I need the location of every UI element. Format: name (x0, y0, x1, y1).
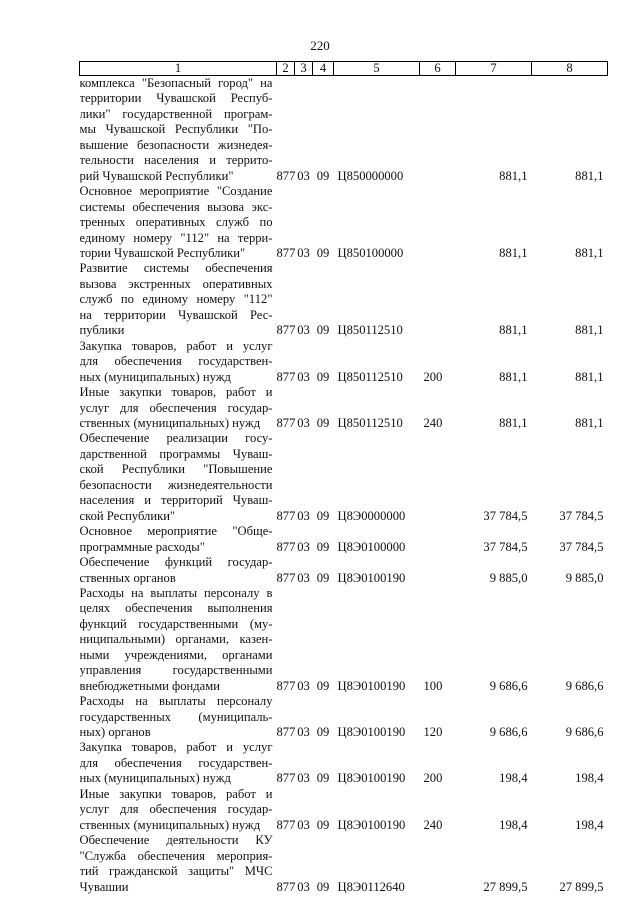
description-line: тий гражданской защиты" МЧС (79, 864, 273, 879)
description-line: Развитие системы обеспечения (79, 261, 273, 276)
ministry-code: 877 (276, 678, 296, 693)
description-line: управления государственными (79, 663, 273, 678)
expense-type-code (420, 184, 456, 261)
table-row (80, 339, 608, 385)
expense-type-code (420, 555, 456, 586)
description-line: Иные закупки товаров, работ и (79, 786, 273, 801)
description-line: ственных (муниципальных) нужд (79, 415, 261, 430)
table-row (80, 833, 608, 895)
subsection-code: 09 (316, 168, 330, 183)
amount-year-2: 9 686,6 (565, 725, 604, 740)
section-code: 03 (297, 879, 310, 894)
description-line: безопасности жизнедеятельности (79, 477, 273, 492)
description-line: Закупка товаров, работ и услуг (79, 740, 273, 755)
description-line: ными учреждениями, органами (79, 647, 273, 662)
description-line: для обеспечения государствен- (79, 354, 273, 369)
amount-year-1: 198,4 (499, 817, 528, 832)
description-line: служб по единому номеру "112" (79, 292, 273, 307)
amount-year-1: 9 885,0 (489, 570, 528, 585)
target-article-code: Ц850112510 (337, 369, 403, 384)
target-article-code: Ц8Э0100190 (337, 817, 406, 832)
description-line: Расходы на выплаты персоналу в (79, 585, 273, 600)
budget-table (79, 61, 608, 895)
row-description (80, 184, 277, 261)
expense-type-code (420, 261, 456, 338)
expense-type-code: 200 (423, 771, 443, 786)
amount-year-2: 881,1 (575, 415, 604, 430)
row-description (80, 431, 277, 524)
table-row (80, 431, 608, 524)
description-line: на территории Чувашской Рес- (79, 307, 273, 322)
column-header: 5 (334, 62, 420, 76)
target-article-code: Ц8Э0100190 (337, 725, 406, 740)
amount-year-1: 9 686,6 (489, 678, 528, 693)
description-line: Чувашии (79, 879, 129, 894)
expense-type-code: 100 (423, 678, 443, 693)
amount-year-2: 881,1 (575, 369, 604, 384)
amount-year-1: 37 784,5 (483, 539, 528, 554)
description-line: ных (муниципальных) нужд (79, 369, 231, 384)
subsection-code: 09 (316, 369, 330, 384)
amount-year-1: 881,1 (499, 415, 528, 430)
subsection-code: 09 (316, 415, 330, 430)
subsection-code: 09 (316, 245, 330, 260)
ministry-code: 877 (276, 415, 296, 430)
description-line: тельности населения и террито- (79, 153, 273, 168)
description-line: Основное мероприятие "Обще- (79, 524, 273, 539)
expense-type-code (420, 833, 456, 895)
target-article-code: Ц850112510 (337, 415, 403, 430)
row-description (80, 555, 277, 586)
ministry-code: 877 (276, 771, 296, 786)
amount-year-2: 198,4 (575, 817, 604, 832)
page-number: 220 (310, 38, 330, 53)
description-line: услуг для обеспечения государ- (79, 400, 273, 415)
column-header: 4 (313, 62, 334, 76)
description-line: тории Чувашской Республики" (79, 245, 246, 260)
description-line: ниципальными) органами, казен- (79, 632, 273, 647)
ministry-code: 877 (276, 879, 296, 894)
amount-year-1: 881,1 (499, 245, 528, 260)
ministry-code: 877 (276, 168, 296, 183)
ministry-code: 877 (276, 323, 296, 338)
description-line: мы Чувашской Республики "По- (79, 122, 273, 137)
description-line: Обеспечение функций государ- (79, 555, 273, 570)
target-article-code: Ц8Э0000000 (337, 508, 406, 523)
table-row (80, 694, 608, 740)
amount-year-1: 881,1 (499, 323, 528, 338)
description-line: ственных (муниципальных) нужд (79, 817, 261, 832)
amount-year-2: 27 899,5 (559, 879, 604, 894)
amount-year-1: 27 899,5 (483, 879, 528, 894)
table-row (80, 787, 608, 833)
expense-type-code (420, 431, 456, 524)
expense-type-code (420, 76, 456, 185)
amount-year-2: 37 784,5 (559, 508, 604, 523)
target-article-code: Ц8Э0112640 (337, 879, 405, 894)
description-line: ных (муниципальных) нужд (79, 771, 231, 786)
description-line: Иные закупки товаров, работ и (79, 385, 273, 400)
row-description (80, 261, 277, 338)
description-line: ственных органов (79, 570, 176, 585)
section-code: 03 (297, 771, 310, 786)
description-line: Закупка товаров, работ и услуг (79, 338, 273, 353)
description-line: функций государственными (му- (79, 616, 273, 631)
table-row (80, 524, 608, 555)
expense-type-code: 240 (423, 817, 443, 832)
table-row (80, 76, 608, 185)
amount-year-1: 37 784,5 (483, 508, 528, 523)
section-code: 03 (297, 817, 310, 832)
subsection-code: 09 (316, 570, 330, 585)
amount-year-2: 198,4 (575, 771, 604, 786)
amount-year-2: 881,1 (575, 168, 604, 183)
subsection-code: 09 (316, 771, 330, 786)
target-article-code: Ц850112510 (337, 323, 403, 338)
description-line: внебюджетными фондами (79, 678, 220, 693)
expense-type-code: 120 (423, 725, 443, 740)
target-article-code: Ц8Э0100000 (337, 539, 406, 554)
description-line: Обеспечение реализации госу- (79, 431, 273, 446)
table-row (80, 586, 608, 694)
description-line: "Служба обеспечения мероприя- (79, 848, 273, 863)
description-line: ской Республики "Повышение (79, 462, 273, 477)
section-code: 03 (297, 570, 310, 585)
amount-year-2: 9 686,6 (565, 678, 604, 693)
section-code: 03 (297, 678, 310, 693)
subsection-code: 09 (316, 539, 330, 554)
row-description (80, 740, 277, 786)
table-row (80, 740, 608, 786)
subsection-code: 09 (316, 323, 330, 338)
subsection-code: 09 (316, 678, 330, 693)
row-description (80, 385, 277, 431)
ministry-code: 877 (276, 570, 296, 585)
target-article-code: Ц8Э0100190 (337, 570, 406, 585)
description-line: тренных оперативных служб по (79, 215, 273, 230)
subsection-code: 09 (316, 508, 330, 523)
description-line: услуг для обеспечения государ- (79, 802, 273, 817)
row-description (80, 833, 277, 895)
column-header: 2 (277, 62, 295, 76)
table-row (80, 385, 608, 431)
amount-year-1: 9 686,6 (489, 725, 528, 740)
description-line: Расходы на выплаты персоналу (79, 694, 273, 709)
amount-year-1: 198,4 (499, 771, 528, 786)
description-line: дарственной программы Чуваш- (79, 446, 273, 461)
column-header: 1 (80, 62, 277, 76)
expense-type-code: 200 (423, 369, 443, 384)
section-code: 03 (297, 508, 310, 523)
target-article-code: Ц8Э0100190 (337, 678, 406, 693)
amount-year-2: 37 784,5 (559, 539, 604, 554)
description-line: ных) органов (79, 725, 151, 740)
target-article-code: Ц850100000 (337, 245, 404, 260)
table-body (80, 76, 608, 896)
column-header: 6 (420, 62, 456, 76)
description-line: целях обеспечения выполнения (79, 601, 273, 616)
expense-type-code (420, 524, 456, 555)
description-line: Обеспечение деятельности КУ (79, 833, 273, 848)
section-code: 03 (297, 539, 310, 554)
table-row (80, 555, 608, 586)
target-article-code: Ц8Э0100190 (337, 771, 406, 786)
description-line: публики (79, 323, 125, 338)
description-line: территории Чувашской Респуб- (79, 91, 273, 106)
row-description (80, 586, 277, 694)
section-code: 03 (297, 245, 310, 260)
description-line: программные расходы" (79, 539, 205, 554)
amount-year-2: 881,1 (575, 323, 604, 338)
ministry-code: 877 (276, 725, 296, 740)
description-line: вышение безопасности жизнедея- (79, 137, 273, 152)
ministry-code: 877 (276, 508, 296, 523)
row-description (80, 76, 277, 185)
ministry-code: 877 (276, 369, 296, 384)
section-code: 03 (297, 369, 310, 384)
section-code: 03 (297, 415, 310, 430)
amount-year-1: 881,1 (499, 369, 528, 384)
amount-year-1: 881,1 (499, 168, 528, 183)
description-line: для обеспечения государствен- (79, 755, 273, 770)
column-header: 3 (295, 62, 313, 76)
expense-type-code: 240 (423, 415, 443, 430)
ministry-code: 877 (276, 245, 296, 260)
description-line: комплекса "Безопасный город" на (79, 76, 273, 90)
table-row (80, 184, 608, 261)
section-code: 03 (297, 725, 310, 740)
row-description (80, 787, 277, 833)
row-description (80, 694, 277, 740)
description-line: единому номеру "112" на терри- (79, 230, 273, 245)
description-line: системы обеспечения вызова экс- (79, 199, 273, 214)
amount-year-2: 881,1 (575, 245, 604, 260)
amount-year-2: 9 885,0 (565, 570, 604, 585)
description-line: государственных (муниципаль- (79, 709, 273, 724)
subsection-code: 09 (316, 817, 330, 832)
section-code: 03 (297, 168, 310, 183)
subsection-code: 09 (316, 879, 330, 894)
column-header: 8 (532, 62, 608, 76)
table-header-row (80, 62, 608, 76)
ministry-code: 877 (276, 817, 296, 832)
row-description (80, 339, 277, 385)
description-line: лики" государственной програм- (79, 106, 273, 121)
column-header: 7 (456, 62, 532, 76)
ministry-code: 877 (276, 539, 296, 554)
description-line: рий Чувашской Республики" (79, 168, 234, 183)
description-line: ской Республики" (79, 508, 176, 523)
description-line: Основное мероприятие "Создание (79, 184, 273, 199)
table-row (80, 261, 608, 338)
row-description (80, 524, 277, 555)
description-line: населения и территорий Чуваш- (79, 493, 273, 508)
target-article-code: Ц850000000 (337, 168, 404, 183)
section-code: 03 (297, 323, 310, 338)
subsection-code: 09 (316, 725, 330, 740)
description-line: вызова экстренных оперативных (79, 276, 273, 291)
